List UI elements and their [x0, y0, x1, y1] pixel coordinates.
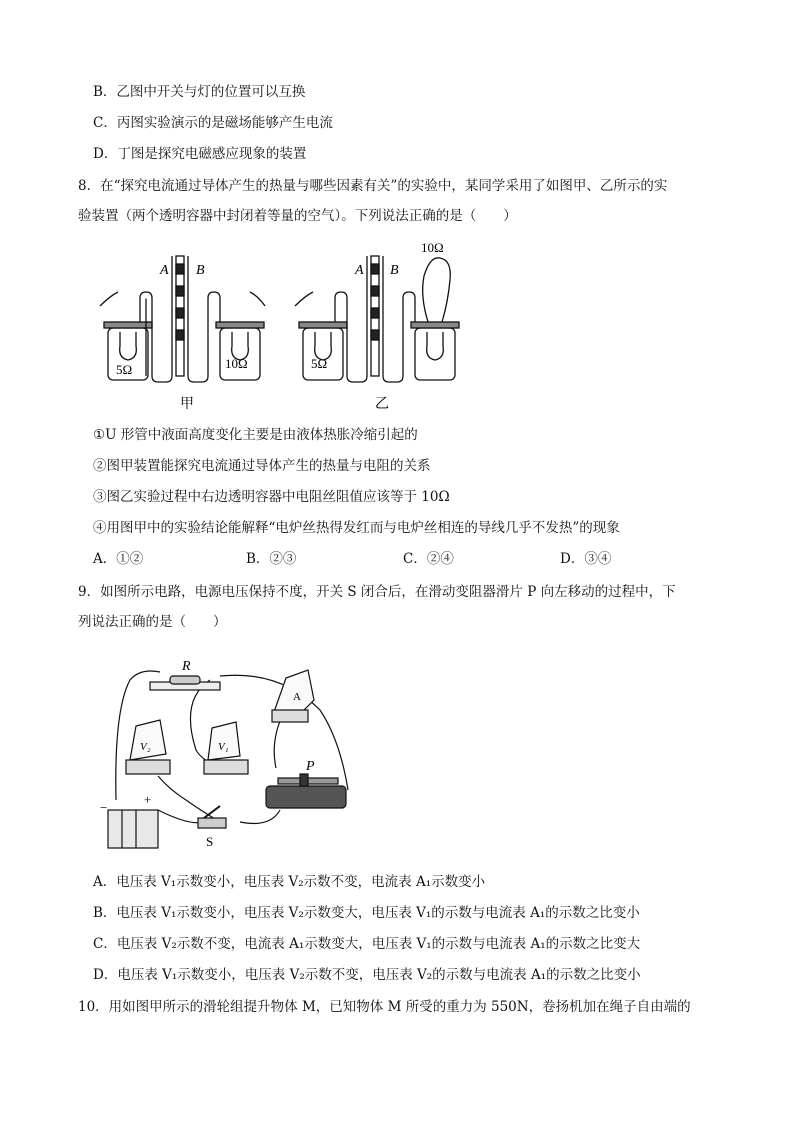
- label-a-jia: A: [160, 263, 169, 278]
- q8-statement-4: ④用图甲中的实验结论能解释“电炉丝热得发红而与电炉丝相连的导线几乎不发热”的现象: [93, 520, 620, 536]
- q8-figure: [90, 236, 470, 416]
- q8-stem-line1: 8．在“探究电流通过导体产生的热量与哪些因素有关”的实验中，某同学采用了如图甲、乙所示的实: [78, 178, 668, 194]
- q8-statement-2: ②图甲装置能探究电流通过导体产生的热量与电阻的关系: [93, 458, 431, 474]
- caption-yi: 乙: [375, 397, 389, 412]
- q9-circuit-figure: [100, 650, 370, 860]
- resistor-10-ohm-jia: 10Ω: [225, 356, 248, 371]
- q9-option-c: C．电压表 V₂示数不变，电流表 A₁示数变大，电压表 V₁的示数与电流表 A₁的示数之比变大: [93, 936, 641, 952]
- label-b-jia: B: [196, 263, 205, 278]
- label-v2: V₂: [140, 741, 151, 753]
- label-plus: +: [144, 792, 152, 807]
- q9-stem-line1: 9．如图所示电路，电源电压保持不度，开关 S 闭合后，在滑动变阻器滑片 P 向左移动的过程中，下: [78, 584, 676, 600]
- q9-option-d: D．电压表 V₁示数变小，电压表 V₂示数不变，电压表 V₂的示数与电流表 A₁的示数之比变小: [93, 967, 641, 983]
- q8-statement-1: ①U 形管中液面高度变化主要是由液体热胀冷缩引起的: [93, 427, 418, 443]
- q10-stem-line1: 10．用如图甲所示的滑轮组提升物体 M，已知物体 M 所受的重力为 550N，卷扬机加在绳子自由端的: [78, 999, 691, 1015]
- label-v1: V₁: [218, 741, 229, 753]
- q9-option-a: A．电压表 V₁示数变小，电压表 V₂示数不变，电流表 A₁示数变小: [93, 874, 486, 890]
- label-a: A: [293, 691, 301, 703]
- q7-option-c: C．丙图实验演示的是磁场能够产生电流: [93, 115, 333, 131]
- q8-statement-3: ③图乙实验过程中右边透明容器中电阻丝阻值应该等于 10Ω: [93, 489, 450, 505]
- resistor-10-ohm-external: 10Ω: [421, 240, 444, 255]
- label-s: S: [206, 834, 214, 849]
- q8-stem-line2: 验装置（两个透明容器中封闭着等量的空气）。下列说法正确的是（ ）: [78, 208, 517, 224]
- q8-option-c: C．②④: [403, 551, 454, 567]
- label-a-yi: A: [355, 263, 364, 278]
- label-b-yi: B: [390, 263, 399, 278]
- caption-jia: 甲: [180, 397, 194, 412]
- label-r: R: [182, 659, 191, 674]
- resistor-5-ohm-yi: 5Ω: [311, 356, 328, 371]
- q7-option-d: D．丁图是探究电磁感应现象的装置: [93, 146, 307, 162]
- q7-option-b: B．乙图中开关与灯的位置可以互换: [93, 84, 306, 100]
- q8-option-d: D．③④: [560, 551, 612, 567]
- q8-option-a: A．①②: [93, 551, 144, 567]
- resistor-5-ohm-jia: 5Ω: [116, 362, 133, 377]
- q9-option-b: B．电压表 V₁示数变小，电压表 V₂示数变大，电压表 V₁的示数与电流表 A₁的示数之比变小: [93, 905, 640, 921]
- label-minus: −: [100, 800, 108, 815]
- label-p: P: [306, 759, 315, 774]
- q9-stem-line2: 列说法正确的是（ ）: [78, 614, 227, 630]
- q8-option-b: B．②③: [246, 551, 297, 567]
